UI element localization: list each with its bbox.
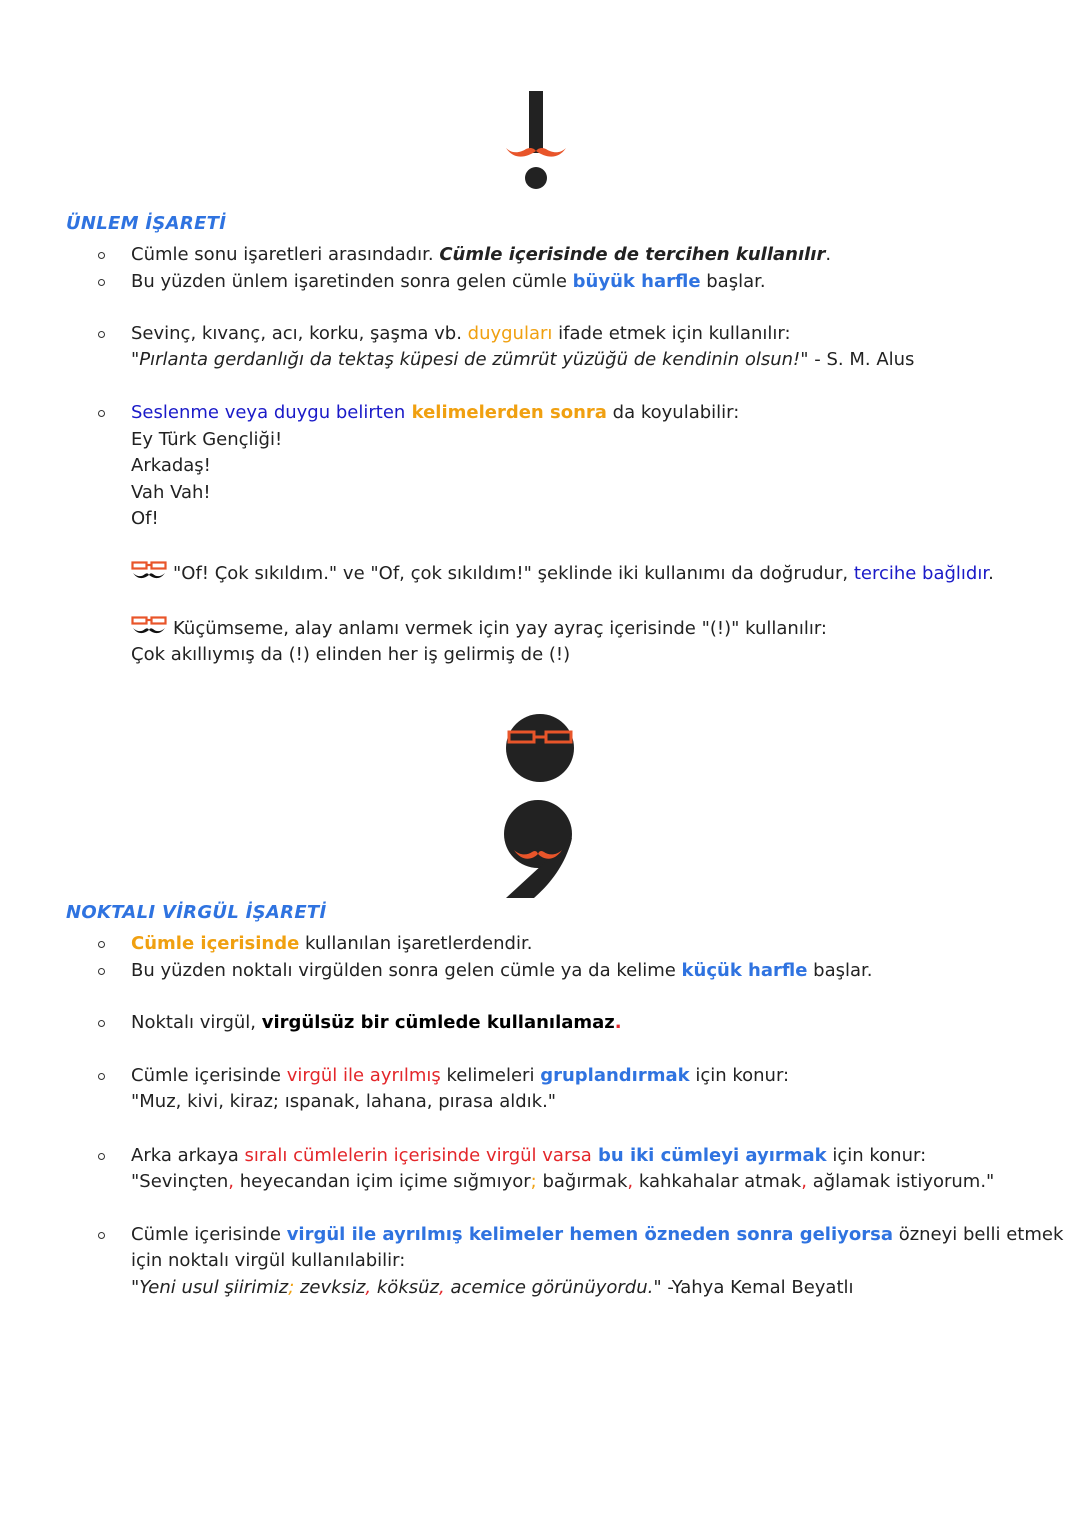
exclamation-mustache-icon <box>500 88 575 192</box>
bullet <box>98 968 105 975</box>
bullet <box>98 1020 105 1027</box>
bullet <box>98 252 105 259</box>
bullet <box>98 1073 105 1080</box>
unlem-quote: "Pırlanta gerdanlığı da tektaş küpesi de zümrüt yüzüğü de kendinin olsun!" - S. M. Alus <box>131 349 915 370</box>
unlem-note-1: "Of! Çok sıkıldım." ve "Of, çok sıkıldım!" şeklinde iki kullanımı da doğrudur, tercihe bağlıdır. <box>131 561 994 587</box>
unlem-bullet-4: Seslenme veya duygu belirten kelimelerden sonra da koyulabilir: <box>131 402 740 423</box>
example-line: "Muz, kivi, kiraz; ıspanak, lahana, pırasa aldık." <box>131 1091 557 1112</box>
example-line: Arkadaş! <box>131 455 211 476</box>
example-line: "Sevinçten, heyecandan içim içime sığmıyor; bağırmak, kahkahalar atmak, ağlamak istiyorum." <box>131 1171 995 1192</box>
bullet <box>98 1232 105 1239</box>
noktali-bullet-2: Bu yüzden noktalı virgülden sonra gelen cümle ya da kelime küçük harfle başlar. <box>131 960 873 981</box>
bullet <box>98 941 105 948</box>
unlem-note-2: Küçümseme, alay anlamı vermek için yay ayraç içerisinde "(!)" kullanılır: <box>131 616 827 642</box>
bullet <box>98 331 105 338</box>
example-line: Of! <box>131 508 159 529</box>
noktali-bullet-3: Noktalı virgül, virgülsüz bir cümlede kullanılamaz. <box>131 1012 622 1033</box>
unlem-title: ÜNLEM İŞARETİ <box>66 213 227 234</box>
example-line: "Yeni usul şiirimiz; zevksiz, köksüz, acemice görünüyordu." -Yahya Kemal Beyatlı <box>131 1277 854 1298</box>
bullet <box>98 1153 105 1160</box>
example-line: Çok akıllıymış da (!) elinden her iş gelirmiş de (!) <box>131 644 571 665</box>
unlem-bullet-1: Cümle sonu işaretleri arasındadır. Cümle içerisinde de tercihen kullanılır. <box>131 244 832 265</box>
noktali-title: NOKTALI VİRGÜL İŞARETİ <box>66 902 327 923</box>
example-line: Vah Vah! <box>131 482 211 503</box>
semicolon-character-icon <box>500 712 580 902</box>
glasses-mustache-icon <box>131 616 167 636</box>
noktali-bullet-4: Cümle içerisinde virgül ile ayrılmış kelimeleri gruplandırmak için konur: <box>131 1065 790 1086</box>
noktali-bullet-6-cont: için noktalı virgül kullanılabilir: <box>131 1250 406 1271</box>
bullet <box>98 279 105 286</box>
unlem-bullet-2: Bu yüzden ünlem işaretinden sonra gelen cümle büyük harfle başlar. <box>131 271 766 292</box>
noktali-bullet-1: Cümle içerisinde kullanılan işaretlerdendir. <box>131 933 533 954</box>
unlem-bullet-3: Sevinç, kıvanç, acı, korku, şaşma vb. duyguları ifade etmek için kullanılır: <box>131 323 791 344</box>
noktali-bullet-5: Arka arkaya sıralı cümlelerin içerisinde virgül varsa bu iki cümleyi ayırmak için konur: <box>131 1145 927 1166</box>
example-line: Ey Türk Gençliği! <box>131 429 283 450</box>
bullet <box>98 410 105 417</box>
noktali-bullet-6: Cümle içerisinde virgül ile ayrılmış kelimeler hemen özneden sonra geliyorsa özneyi belli etmek <box>131 1224 1064 1245</box>
glasses-mustache-icon <box>131 561 167 581</box>
